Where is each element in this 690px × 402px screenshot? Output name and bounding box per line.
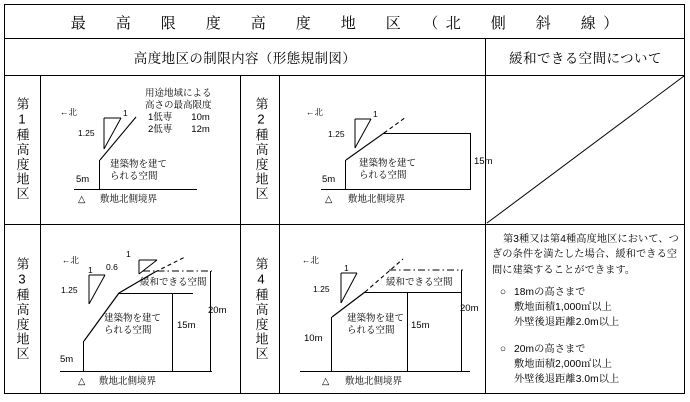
buildable-space-label-1: 建築物を建て — [347, 313, 405, 324]
slope-run-label: 1.25 — [313, 284, 330, 294]
buildable-space-label-2: られる空間 — [104, 325, 152, 336]
north-arrow-label: ←北 — [306, 107, 324, 117]
height-label-15m: 15m — [474, 156, 493, 167]
buildable-space-label-1: 建築物を建て — [104, 313, 162, 324]
north-arrow-label: ←北 — [302, 255, 320, 265]
bullet-line: 外壁後退距離3.0m以上 — [514, 374, 620, 386]
usage-note-line3: 1低専 10m — [148, 112, 210, 123]
list-item — [492, 285, 680, 331]
relaxable-space-info-panel — [492, 232, 680, 388]
row-label-type1: 第1種高度地区 — [14, 97, 30, 202]
usage-note-line4: 2低専 12m — [148, 124, 210, 135]
north-arrow-label: ←北 — [60, 107, 78, 117]
bullet-line: 敷地面積2,000㎡以上 — [514, 359, 613, 371]
boundary-mark: △ — [325, 194, 333, 205]
height-label-20m: 20m — [208, 305, 227, 316]
boundary-mark: △ — [322, 376, 330, 387]
bullet-line: 敷地面積1,000㎡以上 — [514, 302, 613, 314]
relaxable-space-label: 緩和できる空間 — [386, 277, 453, 288]
boundary-label: 敷地北側境界 — [99, 376, 157, 387]
boundary-label: 敷地北側境界 — [100, 194, 158, 205]
bullet-circle-icon: ○ — [499, 343, 507, 355]
bullet-line: 外壁後退距離2.0m以上 — [514, 317, 620, 329]
slope-rise-label-lower: 1 — [88, 265, 93, 275]
buildable-space-label-2: られる空間 — [359, 170, 407, 181]
buildable-space-label-2: られる空間 — [347, 325, 395, 336]
bullet-line: 20mの高さまで — [514, 343, 586, 355]
row-label-type2: 第2種高度地区 — [253, 97, 269, 202]
slope-rise-label: 1 — [373, 109, 378, 119]
bullet-circle-icon: ○ — [499, 286, 507, 298]
slope-run-label: 1.25 — [78, 128, 95, 138]
row-label-type3: 第3種高度地区 — [14, 257, 30, 362]
bullet-line: 18mの高さまで — [514, 286, 586, 298]
height-label-15m: 15m — [177, 320, 196, 331]
height-label-20m: 20m — [460, 303, 479, 314]
list-item — [492, 342, 680, 388]
slope-run-label-06: 0.6 — [106, 262, 118, 272]
panel-bullet-list — [492, 285, 680, 388]
boundary-label: 敷地北側境界 — [345, 376, 403, 387]
slope-rise-label: 1 — [123, 108, 128, 118]
boundary-label: 敷地北側境界 — [348, 194, 406, 205]
buildable-space-label-1: 建築物を建て — [110, 159, 168, 170]
boundary-mark: △ — [78, 194, 86, 205]
slope-run-label-125: 1.25 — [61, 285, 78, 295]
buildable-space-label-1: 建築物を建て — [359, 158, 417, 169]
relaxable-space-label: 緩和できる空間 — [140, 277, 207, 288]
boundary-mark: △ — [78, 376, 86, 387]
usage-note-line1: 用途地域による — [145, 88, 212, 99]
base-height-label: 5m — [322, 174, 336, 185]
base-height-label: 10m — [304, 333, 323, 344]
height-label-15m: 15m — [411, 320, 430, 331]
base-height-label: 5m — [76, 174, 90, 185]
subheader-relaxable-space: 緩和できる空間について — [509, 51, 662, 66]
usage-note-line2: 高さの最高限度 — [145, 100, 212, 111]
slope-rise-label: 1 — [344, 263, 349, 273]
north-arrow-label: ←北 — [62, 255, 80, 265]
panel-paragraph: 第3種又は第4種高度地区において、つぎの条件を満たした場合、緩和できる空間に建築することができます。 — [492, 234, 679, 276]
buildable-space-label-2: られる空間 — [110, 171, 158, 182]
slope-run-label: 1.25 — [328, 129, 345, 139]
subheader-regulation-content: 高度地区の制限内容（形態規制図） — [133, 51, 357, 66]
row-label-type4: 第4種高度地区 — [253, 257, 269, 362]
page-title: 最 高 限 度 高 度 地 区 （北 側 斜 線） — [70, 14, 626, 32]
slope-rise-label-upper: 1 — [126, 249, 131, 259]
base-height-label: 5m — [60, 354, 74, 365]
